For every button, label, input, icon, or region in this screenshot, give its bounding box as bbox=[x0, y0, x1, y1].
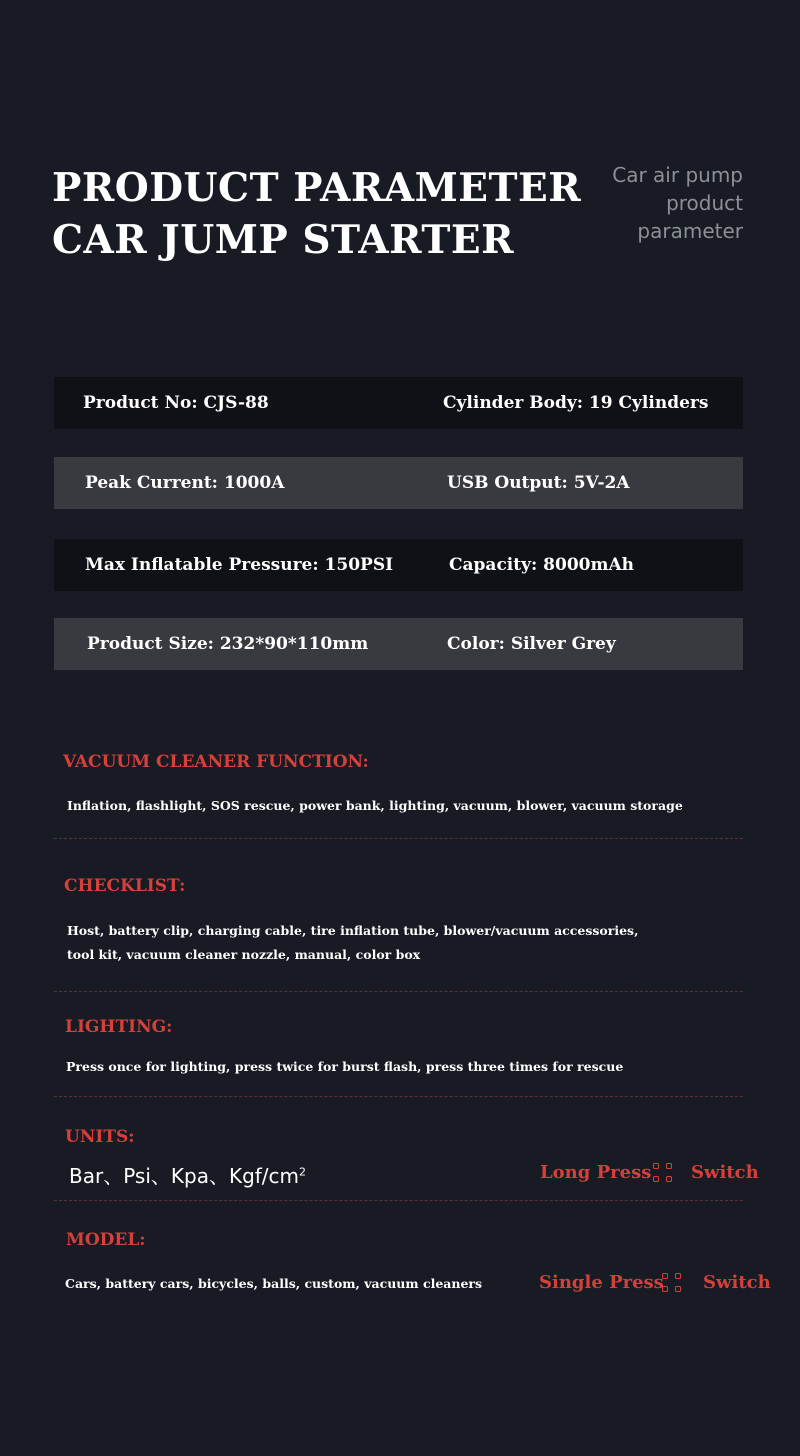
param-row-max-pressure bbox=[54, 539, 743, 591]
param-product-size: Product Size: 232*90*110mm bbox=[87, 634, 369, 654]
units-switch-label: Switch bbox=[691, 1162, 759, 1183]
lighting-heading: LIGHTING: bbox=[65, 1017, 173, 1037]
divider bbox=[54, 991, 743, 992]
model-text: Cars, battery cars, bicycles, balls, custom, vacuum cleaners bbox=[65, 1276, 483, 1291]
divider bbox=[54, 1096, 743, 1097]
single-press-label: Single Press bbox=[539, 1272, 664, 1293]
units-list bbox=[69, 1160, 306, 1189]
vacuum-function-text: Inflation, flashlight, SOS rescue, power bank, lighting, vacuum, blower, vacuum storage bbox=[67, 798, 683, 813]
four-squares-grid-icon bbox=[662, 1273, 684, 1295]
model-single-press-switch bbox=[539, 1270, 771, 1296]
param-row-peak-current bbox=[54, 457, 743, 509]
param-peak-current: Peak Current: 1000A bbox=[85, 473, 285, 493]
divider bbox=[54, 1200, 743, 1201]
units-long-press-switch bbox=[540, 1160, 760, 1186]
param-row-product-size bbox=[54, 618, 743, 670]
four-squares-grid-icon bbox=[653, 1163, 675, 1185]
checklist-text-line-1: Host, battery clip, charging cable, tire inflation tube, blower/vacuum accessories, bbox=[67, 923, 639, 938]
units-heading: UNITS: bbox=[65, 1127, 135, 1147]
page-title-line-2: CAR JUMP STARTER bbox=[52, 217, 515, 263]
vacuum-function-heading: VACUUM CLEANER FUNCTION: bbox=[63, 752, 369, 772]
page-title-line-1: PRODUCT PARAMETER bbox=[52, 165, 582, 211]
param-product-no: Product No: CJS-88 bbox=[83, 393, 269, 413]
side-caption-line-1: Car air pump bbox=[612, 163, 743, 187]
param-cylinder-body: Cylinder Body: 19 Cylinders bbox=[443, 393, 709, 413]
checklist-heading: CHECKLIST: bbox=[64, 876, 186, 896]
side-caption-line-3: parameter bbox=[637, 219, 743, 243]
model-heading: MODEL: bbox=[66, 1230, 146, 1250]
long-press-label: Long Press bbox=[540, 1162, 652, 1183]
units-superscript: 2 bbox=[299, 1165, 307, 1179]
side-caption-line-2: product bbox=[666, 191, 743, 215]
units-list-text: Bar、Psi、Kpa、Kgf/cm bbox=[69, 1164, 300, 1188]
param-color: Color: Silver Grey bbox=[447, 634, 616, 654]
divider bbox=[54, 838, 743, 839]
param-capacity: Capacity: 8000mAh bbox=[449, 555, 635, 575]
lighting-text: Press once for lighting, press twice for burst flash, press three times for rescue bbox=[66, 1059, 624, 1074]
param-row-product-no bbox=[54, 377, 743, 429]
model-switch-label: Switch bbox=[703, 1272, 771, 1293]
param-max-pressure: Max Inflatable Pressure: 150PSI bbox=[85, 555, 394, 575]
param-usb-output: USB Output: 5V-2A bbox=[447, 473, 630, 493]
checklist-text-line-2: tool kit, vacuum cleaner nozzle, manual, color box bbox=[67, 947, 421, 962]
